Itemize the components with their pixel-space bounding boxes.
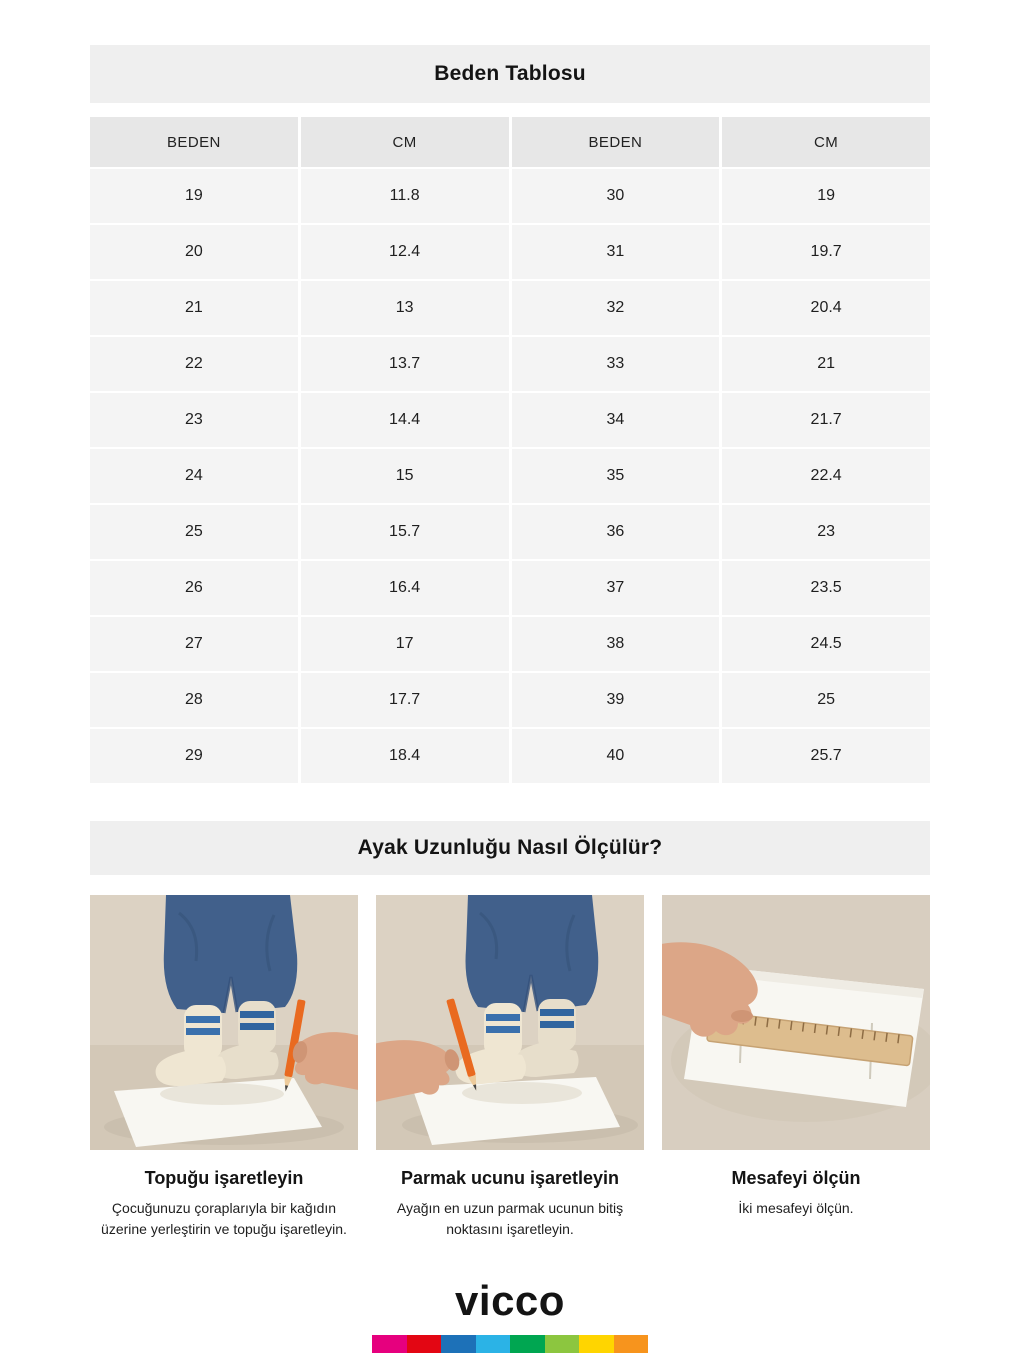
- step-description-measure: İki mesafeyi ölçün.: [738, 1200, 854, 1216]
- step-description-mark-toe: Ayağın en uzun parmak ucunun bitiş noktasını işaretleyin.: [396, 1200, 624, 1237]
- size-table-cell: 39: [512, 673, 720, 727]
- size-table-cell: 16.4: [301, 561, 509, 615]
- size-table-cell: 30: [512, 169, 720, 223]
- size-table-cell: 11.8: [301, 169, 509, 223]
- size-table-cell: 20.4: [722, 281, 930, 335]
- size-table-cell: 25.7: [722, 729, 930, 783]
- size-table-cell: 17.7: [301, 673, 509, 727]
- photo-ruler-illustration: [662, 895, 930, 1150]
- size-table-cell: 24.5: [722, 617, 930, 671]
- step-title-measure: Mesafeyi ölçün: [731, 1168, 861, 1188]
- size-table-cell: 19.7: [722, 225, 930, 279]
- measurement-step-measure: [662, 895, 930, 1240]
- size-table-row: [90, 225, 930, 279]
- size-table-cell: 13: [301, 281, 509, 335]
- step-photo-measure: [662, 895, 930, 1150]
- size-table-cell: 27: [90, 617, 298, 671]
- brand-logo: vicco: [455, 1277, 565, 1324]
- size-table-cell: 21: [722, 337, 930, 391]
- measurement-steps: [90, 895, 930, 1240]
- size-table-cell: 12.4: [301, 225, 509, 279]
- size-table-title: Beden Tablosu: [434, 62, 586, 85]
- size-table-cell: 24: [90, 449, 298, 503]
- size-table-header-cm-left: CM: [301, 117, 509, 167]
- size-table-cell: 15.7: [301, 505, 509, 559]
- size-table-cell: 28: [90, 673, 298, 727]
- brand-color-segment: [510, 1335, 545, 1353]
- measure-section-title: Ayak Uzunluğu Nasıl Ölçülür?: [357, 836, 663, 859]
- size-table-row: [90, 449, 930, 503]
- size-table-row: [90, 169, 930, 223]
- size-table-cell: 17: [301, 617, 509, 671]
- footer: [90, 1277, 930, 1353]
- brand-color-segment: [407, 1335, 442, 1353]
- size-table-cell: 22: [90, 337, 298, 391]
- size-table-row: [90, 281, 930, 335]
- size-table-cell: 13.7: [301, 337, 509, 391]
- size-table-row: [90, 337, 930, 391]
- measure-section-title-bar: [90, 821, 930, 875]
- size-table-cell: 29: [90, 729, 298, 783]
- brand-color-bar: [372, 1335, 648, 1353]
- step-photo-mark-toe: [376, 895, 644, 1150]
- size-table-cell: 21: [90, 281, 298, 335]
- brand-color-segment: [545, 1335, 580, 1353]
- brand-color-segment: [614, 1335, 649, 1353]
- size-table-title-bar: [90, 45, 930, 103]
- photo-mark-toe-illustration: [376, 895, 644, 1150]
- step-title-mark-toe: Parmak ucunu işaretleyin: [400, 1168, 620, 1188]
- size-table-cell: 34: [512, 393, 720, 447]
- brand-color-segment: [441, 1335, 476, 1353]
- size-table-cell: 32: [512, 281, 720, 335]
- size-table: [90, 117, 930, 783]
- size-table-cell: 22.4: [722, 449, 930, 503]
- size-table-row: [90, 729, 930, 783]
- size-table-cell: 14.4: [301, 393, 509, 447]
- size-table-header-row: [90, 117, 930, 167]
- brand-color-segment: [372, 1335, 407, 1353]
- size-table-header-beden-right: BEDEN: [512, 117, 720, 167]
- step-title-mark-heel: Topuğu işaretleyin: [144, 1168, 304, 1188]
- size-table-cell: 35: [512, 449, 720, 503]
- size-table-cell: 18.4: [301, 729, 509, 783]
- brand-color-segment: [579, 1335, 614, 1353]
- size-table-cell: 23: [90, 393, 298, 447]
- size-table-row: [90, 561, 930, 615]
- size-table-header-cm-right: CM: [722, 117, 930, 167]
- size-table-cell: 25: [90, 505, 298, 559]
- size-table-row: [90, 505, 930, 559]
- size-table-cell: 33: [512, 337, 720, 391]
- size-table-cell: 25: [722, 673, 930, 727]
- size-table-cell: 26: [90, 561, 298, 615]
- step-photo-mark-heel: [90, 895, 358, 1150]
- size-table-cell: 31: [512, 225, 720, 279]
- size-table-header-beden-left: BEDEN: [90, 117, 298, 167]
- size-table-cell: 19: [90, 169, 298, 223]
- size-table-cell: 21.7: [722, 393, 930, 447]
- measurement-step-mark-toe: [376, 895, 644, 1240]
- size-table-body: [90, 169, 930, 783]
- step-description-mark-heel: Çocuğunuzu çoraplarıyla bir kağıdın üzerine yerleştirin ve topuğu işaretleyin.: [101, 1200, 347, 1237]
- size-table-cell: 15: [301, 449, 509, 503]
- measurement-step-mark-heel: [90, 895, 358, 1240]
- photo-mark-heel-illustration: [90, 895, 358, 1150]
- size-table-cell: 20: [90, 225, 298, 279]
- size-table-row: [90, 393, 930, 447]
- size-table-cell: 23.5: [722, 561, 930, 615]
- size-table-cell: 38: [512, 617, 720, 671]
- size-table-cell: 37: [512, 561, 720, 615]
- size-table-cell: 40: [512, 729, 720, 783]
- size-table-row: [90, 673, 930, 727]
- brand-color-segment: [476, 1335, 511, 1353]
- size-table-cell: 23: [722, 505, 930, 559]
- size-table-row: [90, 617, 930, 671]
- size-table-cell: 36: [512, 505, 720, 559]
- size-table-cell: 19: [722, 169, 930, 223]
